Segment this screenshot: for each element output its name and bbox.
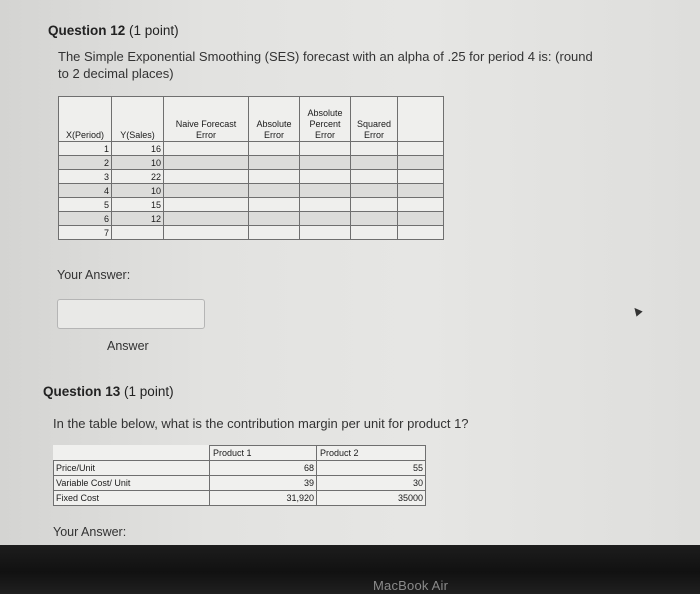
product-table bbox=[53, 445, 426, 506]
empty-cell bbox=[249, 184, 300, 198]
empty-cell bbox=[164, 198, 249, 212]
empty-cell bbox=[351, 184, 398, 198]
sales-cell: 10 bbox=[112, 184, 164, 198]
period-cell: 6 bbox=[59, 212, 112, 226]
header-squared-error: Squared Error bbox=[351, 97, 398, 142]
empty-cell bbox=[300, 198, 351, 212]
empty-cell bbox=[351, 198, 398, 212]
header-product-1: Product 1 bbox=[210, 446, 317, 461]
product-1-value: 68 bbox=[210, 461, 317, 476]
product-2-value: 55 bbox=[317, 461, 426, 476]
empty-cell bbox=[164, 170, 249, 184]
ses-table-header bbox=[59, 97, 444, 142]
laptop-bezel bbox=[0, 545, 700, 594]
table-row bbox=[59, 142, 444, 156]
question-12-answer-input[interactable] bbox=[57, 299, 205, 329]
empty-cell bbox=[300, 170, 351, 184]
empty-cell bbox=[164, 156, 249, 170]
question-12-points: (1 point) bbox=[129, 23, 179, 38]
question-12-title bbox=[48, 23, 179, 38]
empty-cell bbox=[249, 226, 300, 240]
row-label: Price/Unit bbox=[54, 461, 210, 476]
empty-cell bbox=[398, 212, 444, 226]
header-product-2: Product 2 bbox=[317, 446, 426, 461]
product-1-value: 39 bbox=[210, 476, 317, 491]
empty-cell bbox=[300, 142, 351, 156]
question-12-your-answer-label: Your Answer: bbox=[57, 268, 131, 282]
period-cell: 4 bbox=[59, 184, 112, 198]
header-sales: Y(Sales) bbox=[112, 97, 164, 142]
empty-cell bbox=[249, 142, 300, 156]
table-row bbox=[54, 491, 426, 506]
period-cell: 2 bbox=[59, 156, 112, 170]
device-brand-label: MacBook Air bbox=[373, 578, 449, 593]
question-13-label: Question 13 bbox=[43, 384, 121, 399]
empty-cell bbox=[249, 156, 300, 170]
empty-cell bbox=[351, 170, 398, 184]
table-row bbox=[59, 170, 444, 184]
question-13-your-answer-label: Your Answer: bbox=[53, 525, 127, 539]
empty-cell bbox=[398, 184, 444, 198]
product-1-value: 31,920 bbox=[210, 491, 317, 506]
sales-cell: 12 bbox=[112, 212, 164, 226]
empty-cell bbox=[351, 156, 398, 170]
product-2-value: 30 bbox=[317, 476, 426, 491]
sales-cell bbox=[112, 226, 164, 240]
empty-cell bbox=[351, 226, 398, 240]
sales-cell: 15 bbox=[112, 198, 164, 212]
empty-cell bbox=[164, 184, 249, 198]
question-13-points: (1 point) bbox=[124, 384, 174, 399]
header-empty bbox=[398, 97, 444, 142]
empty-cell bbox=[249, 170, 300, 184]
table-row bbox=[59, 156, 444, 170]
period-cell: 3 bbox=[59, 170, 112, 184]
table-row bbox=[54, 476, 426, 491]
header-absolute-error: Absolute Error bbox=[249, 97, 300, 142]
product-2-value: 35000 bbox=[317, 491, 426, 506]
empty-cell bbox=[300, 226, 351, 240]
table-row bbox=[59, 198, 444, 212]
header-period: X(Period) bbox=[59, 97, 112, 142]
table-row bbox=[59, 212, 444, 226]
row-label: Variable Cost/ Unit bbox=[54, 476, 210, 491]
empty-cell bbox=[164, 226, 249, 240]
empty-cell bbox=[398, 170, 444, 184]
row-label: Fixed Cost bbox=[54, 491, 210, 506]
table-row bbox=[59, 226, 444, 240]
empty-cell bbox=[300, 184, 351, 198]
product-table-header bbox=[54, 446, 426, 461]
empty-cell bbox=[398, 156, 444, 170]
sales-cell: 10 bbox=[112, 156, 164, 170]
question-13-title bbox=[43, 384, 174, 399]
empty-cell bbox=[249, 198, 300, 212]
sales-cell: 22 bbox=[112, 170, 164, 184]
period-cell: 5 bbox=[59, 198, 112, 212]
empty-cell bbox=[351, 142, 398, 156]
table-row bbox=[54, 461, 426, 476]
answer-button[interactable]: Answer bbox=[107, 339, 149, 353]
empty-cell bbox=[398, 198, 444, 212]
empty-cell bbox=[300, 212, 351, 226]
sales-cell: 16 bbox=[112, 142, 164, 156]
empty-cell bbox=[164, 142, 249, 156]
question-12-label: Question 12 bbox=[48, 23, 126, 38]
empty-cell bbox=[249, 212, 300, 226]
empty-cell bbox=[351, 212, 398, 226]
header-absolute-percent-error: Absolute Percent Error bbox=[300, 97, 351, 142]
mouse-cursor-icon bbox=[631, 305, 642, 316]
table-row bbox=[59, 184, 444, 198]
empty-cell bbox=[300, 156, 351, 170]
question-13-text: In the table below, what is the contribution margin per unit for product 1? bbox=[53, 416, 469, 431]
header-naive-forecast-error: Naive Forecast Error bbox=[164, 97, 249, 142]
empty-cell bbox=[398, 142, 444, 156]
ses-table bbox=[58, 96, 444, 240]
question-12-text: The Simple Exponential Smoothing (SES) forecast with an alpha of .25 for period 4 is: (round to 2 decimal places) bbox=[58, 49, 593, 81]
period-cell: 1 bbox=[59, 142, 112, 156]
period-cell: 7 bbox=[59, 226, 112, 240]
header-empty bbox=[54, 446, 210, 461]
empty-cell bbox=[398, 226, 444, 240]
empty-cell bbox=[164, 212, 249, 226]
